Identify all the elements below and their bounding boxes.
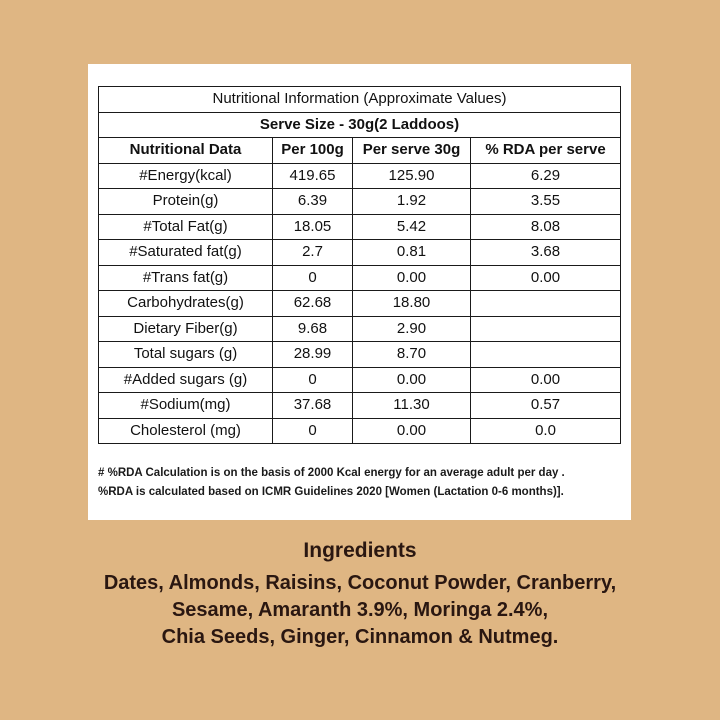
table-title: Nutritional Information (Approximate Values)	[99, 87, 621, 113]
table-cell	[471, 342, 621, 368]
table-row	[99, 163, 621, 189]
table-cell: 5.42	[353, 214, 471, 240]
column-header: Per serve 30g	[353, 138, 471, 164]
footnotes	[98, 464, 628, 502]
table-cell: 62.68	[273, 291, 353, 317]
table-row	[99, 367, 621, 393]
ingredients-line: Dates, Almonds, Raisins, Coconut Powder, Cranberry,	[103, 572, 617, 594]
table-header-row	[99, 138, 621, 164]
table-cell: 8.08	[471, 214, 621, 240]
table-row	[99, 342, 621, 368]
column-header: % RDA per serve	[471, 138, 621, 164]
ingredients-line: Chia Seeds, Ginger, Cinnamon & Nutmeg.	[161, 626, 559, 648]
table-cell: 0	[273, 418, 353, 444]
table-cell: 0.00	[353, 367, 471, 393]
table-cell: 0.81	[353, 240, 471, 266]
column-header: Nutritional Data	[99, 138, 273, 164]
table-cell: 0	[273, 367, 353, 393]
footnote-rda-basis: # %RDA Calculation is on the basis of 2000 Kcal energy for an average adult per day .	[98, 467, 565, 479]
table-cell	[471, 291, 621, 317]
table-cell: 28.99	[273, 342, 353, 368]
table-cell: 6.29	[471, 163, 621, 189]
table-cell: Protein(g)	[99, 189, 273, 215]
table-cell: 9.68	[273, 316, 353, 342]
ingredients-title: Ingredients	[303, 539, 417, 562]
table-cell: 0	[273, 265, 353, 291]
table-cell: Carbohydrates(g)	[99, 291, 273, 317]
table-cell: 37.68	[273, 393, 353, 419]
table-cell: 3.68	[471, 240, 621, 266]
footnote-icmr: %RDA is calculated based on ICMR Guidelines 2020 [Women (Lactation 0-6 months)].	[98, 486, 564, 498]
table-row	[99, 265, 621, 291]
table-cell: 0.00	[471, 367, 621, 393]
serve-size: Serve Size - 30g(2 Laddoos)	[99, 112, 621, 138]
nutrition-card	[88, 64, 631, 520]
table-cell: 0.00	[353, 418, 471, 444]
table-cell: #Energy(kcal)	[99, 163, 273, 189]
table-row	[99, 393, 621, 419]
table-cell: #Added sugars (g)	[99, 367, 273, 393]
table-cell: 2.90	[353, 316, 471, 342]
table-cell: 125.90	[353, 163, 471, 189]
table-cell: #Saturated fat(g)	[99, 240, 273, 266]
table-row	[99, 214, 621, 240]
ingredients-line: Sesame, Amaranth 3.9%, Moringa 2.4%,	[171, 599, 549, 621]
table-cell: 11.30	[353, 393, 471, 419]
table-cell: 6.39	[273, 189, 353, 215]
table-cell: 0.00	[471, 265, 621, 291]
table-cell: Total sugars (g)	[99, 342, 273, 368]
table-cell: #Trans fat(g)	[99, 265, 273, 291]
table-cell: 18.05	[273, 214, 353, 240]
table-title-row	[99, 87, 621, 113]
table-cell: 3.55	[471, 189, 621, 215]
table-cell: 0.0	[471, 418, 621, 444]
table-cell: 2.7	[273, 240, 353, 266]
table-cell: Cholesterol (mg)	[99, 418, 273, 444]
serve-size-row	[99, 112, 621, 138]
ingredients-list	[0, 570, 720, 651]
table-row	[99, 291, 621, 317]
table-cell: 1.92	[353, 189, 471, 215]
table-row	[99, 189, 621, 215]
table-cell: 18.80	[353, 291, 471, 317]
table-row	[99, 240, 621, 266]
table-cell: Dietary Fiber(g)	[99, 316, 273, 342]
table-cell: #Total Fat(g)	[99, 214, 273, 240]
table-row	[99, 316, 621, 342]
table-cell: 0.57	[471, 393, 621, 419]
nutrition-table	[98, 86, 621, 444]
table-cell: 0.00	[353, 265, 471, 291]
table-cell: #Sodium(mg)	[99, 393, 273, 419]
table-row	[99, 418, 621, 444]
table-cell: 8.70	[353, 342, 471, 368]
table-cell	[471, 316, 621, 342]
table-cell: 419.65	[273, 163, 353, 189]
column-header: Per 100g	[273, 138, 353, 164]
